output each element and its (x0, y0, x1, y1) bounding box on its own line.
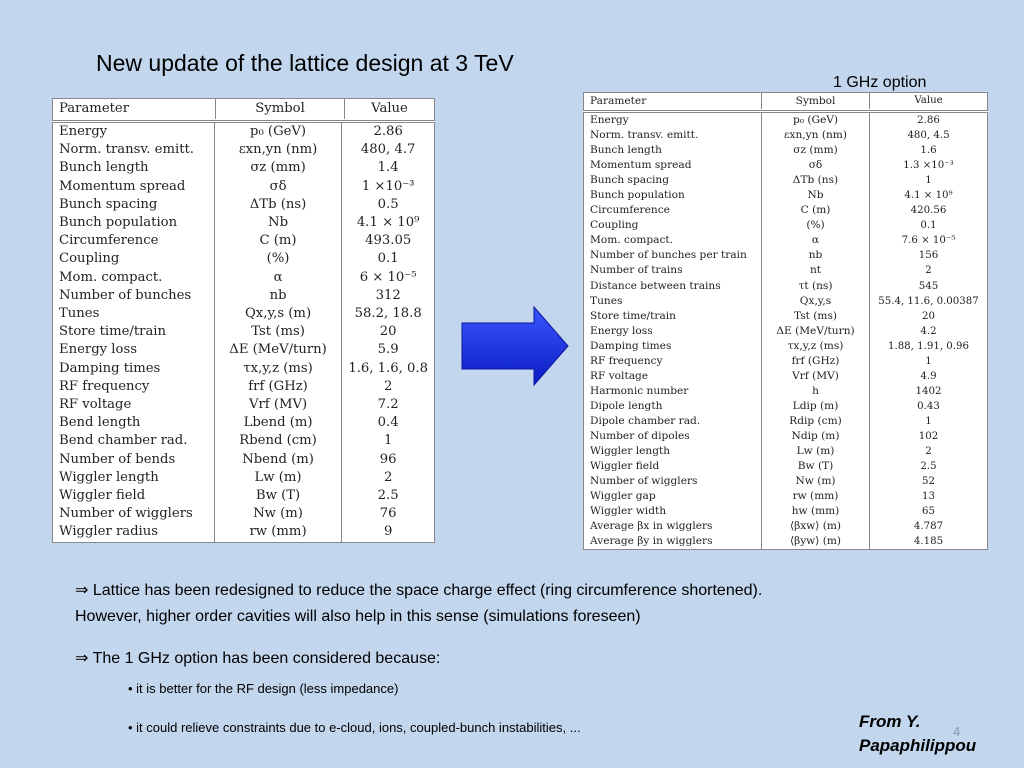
table-row (584, 173, 987, 188)
cell-value: 312 (342, 287, 434, 305)
bullet-1ghz-option: ⇒ The 1 GHz option has been considered because: (75, 650, 441, 667)
cell-value: 96 (342, 451, 434, 469)
table-row (53, 196, 434, 214)
table-row (584, 294, 987, 309)
table-row (584, 384, 987, 399)
cell-parameter: Wiggler width (590, 505, 667, 518)
table-row (53, 305, 434, 323)
cell-parameter: Norm. transv. emitt. (59, 142, 194, 158)
cell-value: 7.2 (342, 396, 434, 414)
slide-title: New update of the lattice design at 3 TeV (96, 50, 514, 76)
cell-parameter: Average βx in wigglers (590, 520, 713, 533)
cell-parameter: Number of bunches per train (590, 249, 747, 262)
cell-value: 1402 (870, 384, 988, 399)
cell-value: 4.1 × 10⁹ (342, 214, 434, 232)
cell-parameter: Bend chamber rad. (59, 433, 188, 449)
table-body (583, 112, 988, 550)
cell-symbol: rw (mm) (214, 523, 342, 541)
cell-parameter: Wiggler field (59, 488, 146, 504)
cell-value: 2 (342, 378, 434, 396)
cell-symbol: ΔE (MeV/turn) (762, 324, 870, 339)
cell-symbol: rw (mm) (762, 489, 870, 504)
cell-value: 20 (342, 323, 434, 341)
cell-value: 156 (870, 248, 988, 263)
cell-symbol: C (m) (214, 232, 342, 250)
cell-parameter: Tunes (590, 294, 623, 307)
cell-value: 420.56 (870, 203, 988, 218)
cell-value: 4.9 (870, 369, 988, 384)
cell-value: 545 (870, 279, 988, 294)
table-row (53, 414, 434, 432)
cell-symbol: τx,y,z (ms) (762, 339, 870, 354)
cell-parameter: Tunes (59, 306, 100, 322)
cell-parameter: Circumference (590, 204, 670, 217)
cell-parameter: Wiggler length (590, 445, 671, 458)
header-value: Value (345, 99, 435, 119)
bullet-line-2: However, higher order cavities will also help in this sense (simulations foreseen) (75, 608, 641, 625)
cell-parameter: Wiggler radius (59, 524, 159, 540)
cell-parameter: Damping times (59, 360, 161, 376)
cell-symbol: C (m) (762, 203, 870, 218)
cell-parameter: Energy loss (59, 342, 138, 358)
cell-value: 493.05 (342, 232, 434, 250)
table-row (584, 414, 987, 429)
table-row (584, 248, 987, 263)
lattice-table-3tev (52, 98, 435, 543)
bullet-lattice-redesign (75, 578, 955, 630)
cell-value: 2 (342, 469, 434, 487)
cell-symbol: α (214, 269, 342, 287)
header-symbol: Symbol (762, 93, 870, 109)
cell-value: 2.5 (342, 487, 434, 505)
table-row (53, 523, 434, 541)
cell-value: 1 (870, 414, 988, 429)
cell-value: 4.787 (870, 519, 988, 534)
cell-parameter: Mom. compact. (59, 269, 163, 285)
cell-value: 76 (342, 505, 434, 523)
table-body (52, 122, 435, 543)
table-row (584, 158, 987, 173)
cell-symbol: Tst (ms) (214, 323, 342, 341)
table-row (53, 360, 434, 378)
cell-parameter: Mom. compact. (590, 234, 674, 247)
table-row (53, 232, 434, 250)
table-row (53, 396, 434, 414)
cell-parameter: RF frequency (59, 378, 150, 394)
table-row (53, 378, 434, 396)
cell-symbol: Tst (ms) (762, 309, 870, 324)
table-row (584, 474, 987, 489)
cell-value: 102 (870, 429, 988, 444)
cell-value: 0.5 (342, 196, 434, 214)
cell-value: 1.4 (342, 159, 434, 177)
cell-symbol: Ndip (m) (762, 429, 870, 444)
cell-parameter: Average βy in wigglers (590, 535, 713, 548)
cell-symbol: τt (ns) (762, 279, 870, 294)
cell-parameter: Number of wigglers (590, 475, 698, 488)
cell-parameter: RF frequency (590, 354, 663, 367)
cell-value: 2 (870, 263, 988, 278)
cell-parameter: Bunch spacing (59, 196, 158, 212)
bullet-line-1: ⇒ Lattice has been redesigned to reduce the space charge effect (ring circumference shortened). (75, 582, 763, 599)
cell-symbol: σz (mm) (214, 159, 342, 177)
cell-parameter: Energy (590, 114, 629, 126)
cell-parameter: RF voltage (59, 397, 132, 413)
table-row (584, 399, 987, 414)
table-row (53, 250, 434, 268)
cell-symbol: α (762, 233, 870, 248)
cell-value: 7.6 × 10⁻⁵ (870, 233, 988, 248)
cell-symbol: Qx,y,s (m) (214, 305, 342, 323)
cell-parameter: Coupling (590, 219, 639, 232)
cell-symbol: Nbend (m) (214, 451, 342, 469)
cell-parameter: Bunch population (590, 189, 685, 202)
sub-bullet-constraints: • it could relieve constraints due to e-cloud, ions, coupled-bunch instabilities, ... (128, 720, 581, 735)
cell-value: 4.185 (870, 534, 988, 549)
sub-bullet-rf-design: • it is better for the RF design (less impedance) (128, 681, 399, 696)
cell-parameter: Store time/train (590, 309, 676, 322)
cell-symbol: σδ (762, 158, 870, 173)
cell-parameter: Bunch spacing (590, 174, 670, 187)
table-row (53, 341, 434, 359)
cell-symbol: hw (mm) (762, 504, 870, 519)
cell-value: 52 (870, 474, 988, 489)
cell-parameter: Number of trains (590, 264, 683, 277)
lattice-table-1ghz (583, 92, 988, 550)
cell-value: 5.9 (342, 341, 434, 359)
credit-line-2: Papaphilippou (859, 736, 977, 755)
cell-symbol: frf (GHz) (762, 354, 870, 369)
cell-symbol: εxn,yn (nm) (762, 128, 870, 143)
cell-value: 2 (870, 444, 988, 459)
cell-symbol: Qx,y,s (762, 294, 870, 309)
table-row (584, 233, 987, 248)
cell-value: 1.6 (870, 143, 988, 158)
page-number: 4 (953, 724, 961, 739)
header-parameter: Parameter (590, 95, 647, 107)
table-row (53, 159, 434, 177)
cell-parameter: RF voltage (590, 369, 649, 382)
cell-symbol: frf (GHz) (214, 378, 342, 396)
cell-symbol: Ldip (m) (762, 399, 870, 414)
cell-value: 480, 4.7 (342, 141, 434, 159)
cell-value: 4.1 × 10⁹ (870, 188, 988, 203)
table-row (584, 128, 987, 143)
cell-symbol: τx,y,z (ms) (214, 360, 342, 378)
cell-parameter: Distance between trains (590, 279, 721, 292)
cell-parameter: Momentum spread (59, 178, 186, 194)
cell-parameter: Bunch length (590, 144, 662, 157)
table-row (584, 324, 987, 339)
cell-symbol: Nb (214, 214, 342, 232)
cell-value: 58.2, 18.8 (342, 305, 434, 323)
cell-parameter: Bunch population (59, 215, 178, 231)
cell-value: 20 (870, 309, 988, 324)
cell-symbol: ΔTb (ns) (762, 173, 870, 188)
table-row (53, 469, 434, 487)
cell-symbol: h (762, 384, 870, 399)
cell-parameter: Dipole chamber rad. (590, 414, 701, 427)
cell-symbol: Nw (m) (762, 474, 870, 489)
cell-symbol: ⟨βxw⟩ (m) (762, 519, 870, 534)
table-row (584, 309, 987, 324)
cell-parameter: Damping times (590, 339, 672, 352)
cell-symbol: ⟨βyw⟩ (m) (762, 534, 870, 549)
cell-symbol: Vrf (MV) (214, 396, 342, 414)
table-header (52, 98, 435, 121)
cell-symbol: nt (762, 263, 870, 278)
table-row (584, 459, 987, 474)
cell-symbol: ΔTb (ns) (214, 196, 342, 214)
table-row (53, 141, 434, 159)
cell-symbol: Bw (T) (762, 459, 870, 474)
cell-symbol: Lw (m) (214, 469, 342, 487)
cell-value: 2.86 (342, 123, 434, 141)
cell-symbol: p₀ (GeV) (214, 123, 342, 141)
cell-value: 1.88, 1.91, 0.96 (870, 339, 988, 354)
cell-symbol: nb (762, 248, 870, 263)
cell-parameter: Number of bends (59, 451, 176, 467)
cell-symbol: σz (mm) (762, 143, 870, 158)
cell-parameter: Wiggler length (59, 469, 159, 485)
cell-value: 1 (870, 173, 988, 188)
cell-parameter: Number of wigglers (59, 506, 193, 522)
cell-value: 55.4, 11.6, 0.00387 (870, 294, 988, 309)
table-row (584, 188, 987, 203)
header-symbol: Symbol (216, 99, 345, 119)
cell-symbol: Rdip (cm) (762, 414, 870, 429)
cell-symbol: σδ (214, 178, 342, 196)
table-row (53, 269, 434, 287)
cell-parameter: Bunch length (59, 160, 149, 176)
cell-value: 4.2 (870, 324, 988, 339)
cell-symbol: Rbend (cm) (214, 432, 342, 450)
cell-value: 480, 4.5 (870, 128, 988, 143)
cell-parameter: Harmonic number (590, 384, 689, 397)
cell-value: 0.1 (342, 250, 434, 268)
table-row (584, 504, 987, 519)
cell-parameter: Energy (59, 124, 108, 139)
table-row (584, 263, 987, 278)
cell-value: 0.1 (870, 218, 988, 233)
table-row (584, 339, 987, 354)
cell-symbol: Lbend (m) (214, 414, 342, 432)
table-row (53, 214, 434, 232)
table-row (53, 451, 434, 469)
table-row (53, 287, 434, 305)
table-row (584, 369, 987, 384)
cell-parameter: Energy loss (590, 324, 653, 337)
cell-symbol: Nb (762, 188, 870, 203)
cell-parameter: Norm. transv. emitt. (590, 129, 699, 142)
cell-value: 2.5 (870, 459, 988, 474)
cell-symbol: Vrf (MV) (762, 369, 870, 384)
cell-parameter: Coupling (59, 251, 120, 267)
cell-value: 1.3 ×10⁻³ (870, 158, 988, 173)
cell-value: 1 (870, 354, 988, 369)
right-arrow-icon (460, 305, 572, 387)
table-row (584, 444, 987, 459)
table-row (584, 354, 987, 369)
cell-symbol: ΔE (MeV/turn) (214, 341, 342, 359)
cell-parameter: Dipole length (590, 399, 663, 412)
cell-value: 0.4 (342, 414, 434, 432)
table-row (53, 505, 434, 523)
cell-symbol: nb (214, 287, 342, 305)
table-row (584, 519, 987, 534)
cell-symbol: εxn,yn (nm) (214, 141, 342, 159)
header-value: Value (870, 93, 988, 109)
cell-symbol: (%) (762, 218, 870, 233)
credit-line-1: From Y. (859, 712, 921, 731)
cell-parameter: Wiggler field (590, 460, 660, 473)
cell-value: 6 × 10⁻⁵ (342, 269, 434, 287)
cell-parameter: Momentum spread (590, 159, 692, 172)
table-row (53, 178, 434, 196)
table-row (584, 218, 987, 233)
header-parameter: Parameter (59, 101, 130, 116)
table-row (584, 279, 987, 294)
table-row (53, 323, 434, 341)
table-row (584, 489, 987, 504)
table-row (584, 203, 987, 218)
cell-value: 1 (342, 432, 434, 450)
cell-value: 2.86 (870, 113, 988, 128)
cell-value: 0.43 (870, 399, 988, 414)
table-row (53, 432, 434, 450)
option-label: 1 GHz option (833, 74, 927, 91)
cell-symbol: p₀ (GeV) (762, 113, 870, 128)
table-row (584, 143, 987, 158)
cell-value: 1.6, 1.6, 0.8 (342, 360, 434, 378)
cell-parameter: Circumference (59, 233, 159, 249)
cell-value: 1 ×10⁻³ (342, 178, 434, 196)
cell-value: 13 (870, 489, 988, 504)
table-header (583, 92, 988, 111)
cell-symbol: Nw (m) (214, 505, 342, 523)
table-row (53, 123, 434, 141)
table-row (53, 487, 434, 505)
cell-value: 9 (342, 523, 434, 541)
table-row (584, 534, 987, 549)
table-row (584, 429, 987, 444)
cell-parameter: Wiggler gap (590, 490, 656, 503)
cell-parameter: Bend length (59, 415, 141, 431)
cell-symbol: Lw (m) (762, 444, 870, 459)
cell-parameter: Number of dipoles (590, 429, 690, 442)
cell-parameter: Number of bunches (59, 287, 192, 303)
cell-parameter: Store time/train (59, 324, 167, 340)
cell-value: 65 (870, 504, 988, 519)
cell-symbol: (%) (214, 250, 342, 268)
cell-symbol: Bw (T) (214, 487, 342, 505)
table-row (584, 113, 987, 128)
